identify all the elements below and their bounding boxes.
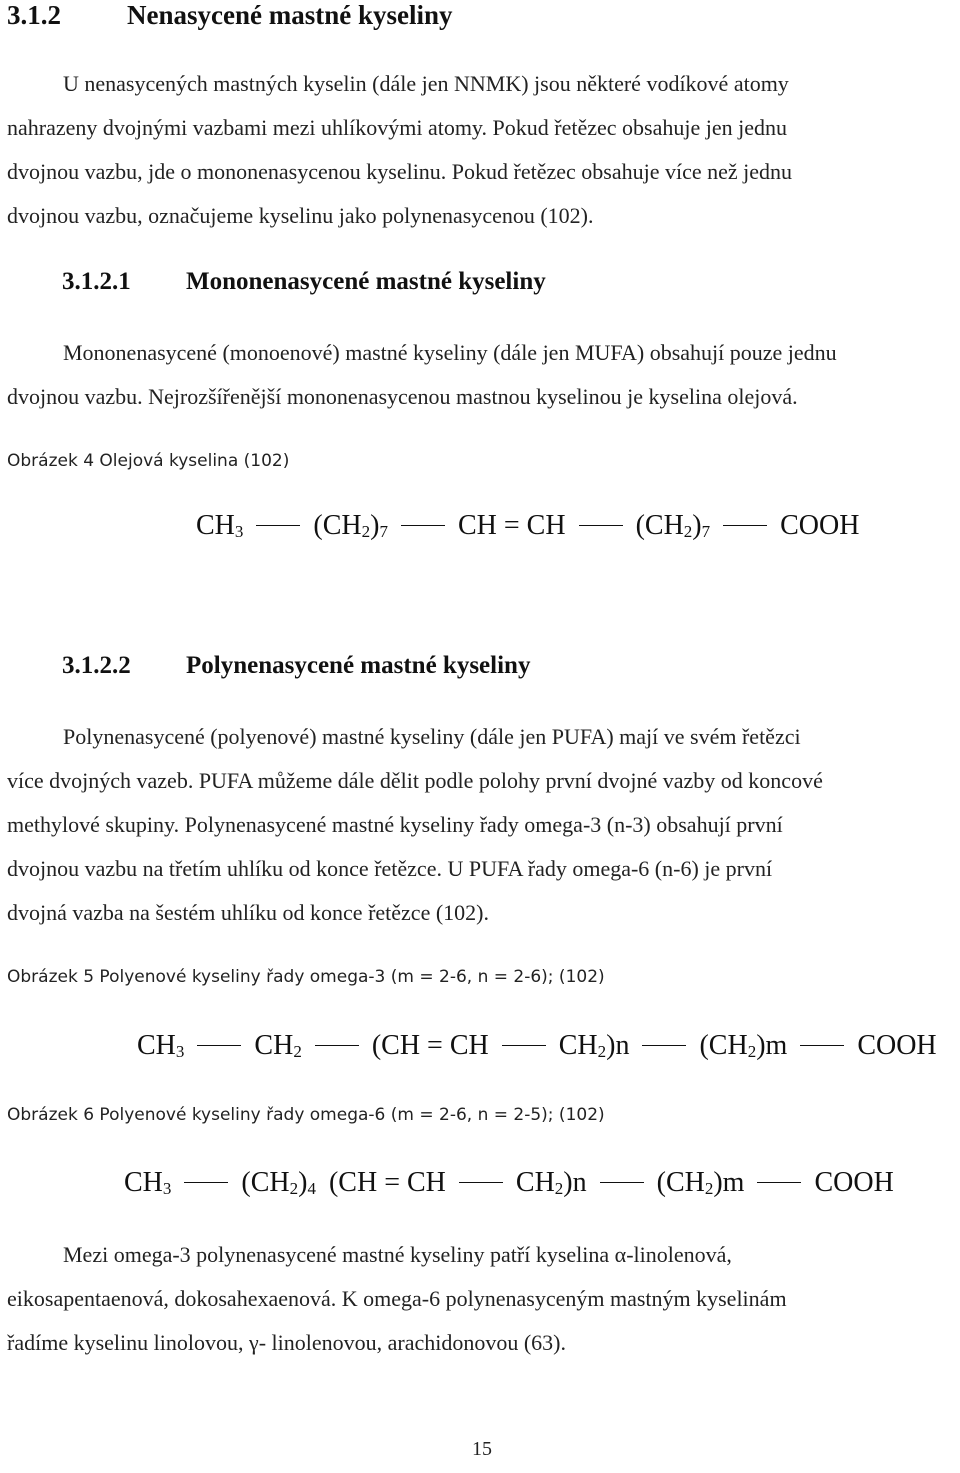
paragraph-line: dvojnou vazbu na třetím uhlíku od konce řetězce. U PUFA řady omega-6 (n-6) je první xyxy=(7,856,773,881)
section-number: 3.1.2 xyxy=(7,0,61,30)
paragraph-line: nahrazeny dvojnými vazbami mezi uhlíkovými atomy. Pokud řetězec obsahuje jen jednu xyxy=(7,115,787,140)
formula-term: COOH xyxy=(780,510,860,541)
formula-subscript: 2 xyxy=(289,1179,299,1198)
formula-subscript: 2 xyxy=(554,1179,564,1198)
formula-subscript: 2 xyxy=(293,1042,302,1061)
formula-term: ) xyxy=(298,1167,308,1198)
formula-term: (CH = CH xyxy=(328,1167,446,1198)
formula-term: CH xyxy=(254,1030,294,1061)
bond-line xyxy=(459,1182,503,1183)
formula-term: )n xyxy=(563,1167,587,1198)
formula-term: )m xyxy=(713,1167,745,1198)
paragraph-line: Polynenasycené (polyenové) mastné kyseliny (dále jen PUFA) mají ve svém řetězci xyxy=(63,724,801,749)
formula-term: )m xyxy=(756,1030,788,1061)
formula-term: (CH xyxy=(635,510,684,541)
formula-term: CH xyxy=(137,1030,176,1061)
bond-line xyxy=(642,1045,686,1046)
formula-subscript: 7 xyxy=(379,522,388,541)
subsection-title: Polynenasycené mastné kyseliny xyxy=(186,652,531,679)
formula-term: (CH xyxy=(656,1167,705,1198)
subsection-paragraph xyxy=(7,331,837,419)
closing-paragraph xyxy=(7,1233,787,1365)
formula-term: ) xyxy=(692,510,702,541)
formula-term: (CH xyxy=(241,1167,290,1198)
bond-line xyxy=(502,1045,546,1046)
bond-line xyxy=(197,1045,241,1046)
formula-subscript: 3 xyxy=(234,522,244,541)
page-number: 15 xyxy=(472,1438,492,1460)
subsection-number: 3.1.2.1 xyxy=(62,268,131,295)
formula-subscript: 2 xyxy=(704,1179,714,1198)
paragraph-line: dvojnou vazbu, jde o mononenasycenou kyselinu. Pokud řetězec obsahuje více než jednu xyxy=(7,159,793,184)
formula-subscript: 3 xyxy=(175,1042,185,1061)
formula-oleic-acid xyxy=(196,510,859,542)
bond-line xyxy=(401,525,445,526)
formula-term: CH = CH xyxy=(457,510,566,541)
formula-subscript: 2 xyxy=(597,1042,607,1061)
bond-line xyxy=(757,1182,801,1183)
formula-subscript: 3 xyxy=(162,1179,172,1198)
formula-term: ) xyxy=(370,510,380,541)
subsection-paragraph xyxy=(7,715,823,935)
formula-term: (CH xyxy=(313,510,362,541)
bond-line xyxy=(184,1182,228,1183)
paragraph-line: více dvojných vazeb. PUFA můžeme dále dělit podle polohy první dvojné vazby od koncové xyxy=(7,768,823,793)
figure-caption: Obrázek 4 Olejová kyselina (102) xyxy=(7,451,290,471)
formula-subscript: 2 xyxy=(361,522,371,541)
formula-omega-3 xyxy=(137,1030,937,1062)
formula-term: CH xyxy=(124,1167,163,1198)
bond-line xyxy=(579,525,623,526)
formula-term: CH xyxy=(515,1167,555,1198)
formula-subscript: 4 xyxy=(307,1179,316,1198)
subsection-title: Mononenasycené mastné kyseliny xyxy=(186,268,546,295)
figure-caption: Obrázek 6 Polyenové kyseliny řady omega-6 (m = 2-6, n = 2-5); (102) xyxy=(7,1105,605,1125)
formula-term: (CH xyxy=(699,1030,748,1061)
section-title: Nenasycené mastné kyseliny xyxy=(127,0,453,30)
paragraph-line: dvojnou vazbu. Nejrozšířenější mononenasycenou mastnou kyselinou je kyselina olejová. xyxy=(7,384,798,409)
paragraph-line: methylové skupiny. Polynenasycené mastné kyseliny řady omega-3 (n-3) obsahují první xyxy=(7,812,783,837)
formula-subscript: 2 xyxy=(747,1042,757,1061)
figure-caption: Obrázek 5 Polyenové kyseliny řady omega-3 (m = 2-6, n = 2-6); (102) xyxy=(7,967,605,987)
section-heading xyxy=(7,0,453,31)
formula-subscript: 2 xyxy=(683,522,693,541)
formula-omega-6 xyxy=(124,1167,894,1199)
subsection-heading xyxy=(62,268,546,296)
paragraph-line: U nenasycených mastných kyselin (dále jen NNMK) jsou některé vodíkové atomy xyxy=(63,71,789,96)
bond-line xyxy=(256,525,300,526)
formula-term: CH xyxy=(558,1030,598,1061)
formula-term: COOH xyxy=(857,1030,937,1061)
paragraph-line: eikosapentaenová, dokosahexaenová. K omega-6 polynenasyceným mastným kyselinám xyxy=(7,1286,787,1311)
paragraph-line: Mezi omega-3 polynenasycené mastné kyseliny patří kyselina α-linolenová, xyxy=(63,1242,732,1267)
formula-term: (CH = CH xyxy=(371,1030,489,1061)
formula-subscript: 7 xyxy=(701,522,711,541)
paragraph-line: dvojnou vazbu, označujeme kyselinu jako polynenasycenou (102). xyxy=(7,203,594,228)
bond-line xyxy=(600,1182,644,1183)
bond-line xyxy=(315,1045,359,1046)
bond-line xyxy=(800,1045,844,1046)
paragraph-line: dvojná vazba na šestém uhlíku od konce řetězce (102). xyxy=(7,900,489,925)
subsection-number: 3.1.2.2 xyxy=(62,652,131,679)
paragraph-line: řadíme kyselinu linolovou, γ- linolenovou, arachidonovou (63). xyxy=(7,1330,567,1355)
subsection-heading xyxy=(62,652,530,680)
bond-line xyxy=(723,525,767,526)
formula-term: COOH xyxy=(814,1167,894,1198)
formula-term: CH xyxy=(196,510,235,541)
formula-term: )n xyxy=(606,1030,630,1061)
paragraph-line: Mononenasycené (monoenové) mastné kyseliny (dále jen MUFA) obsahují pouze jednu xyxy=(63,340,837,365)
section-paragraph xyxy=(7,62,792,238)
